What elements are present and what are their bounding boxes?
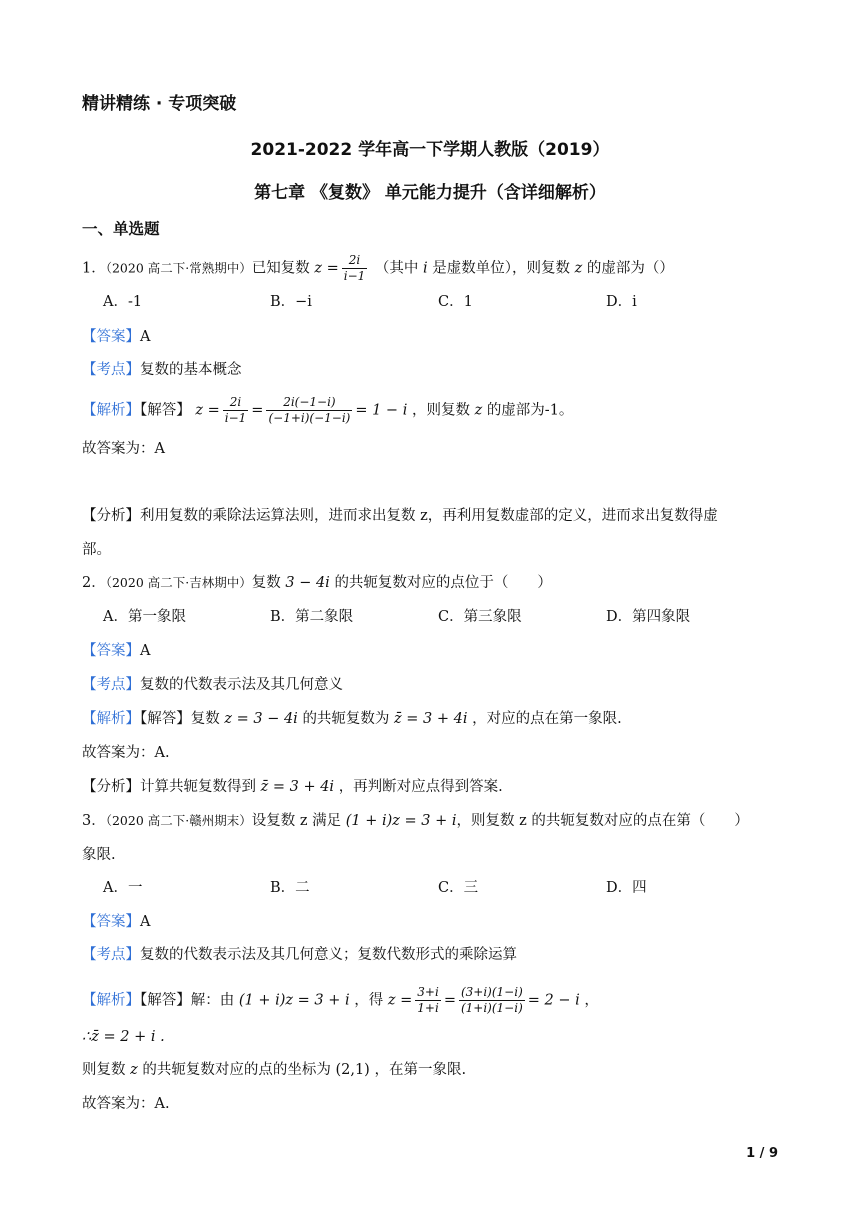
q1-sol-z2: z xyxy=(474,402,483,419)
q3-sol-frac1-num: 3+i xyxy=(417,985,439,999)
q3-sol-text: ，得 xyxy=(354,992,384,1009)
q2-sol-math2: z̄ = 3 + 4i xyxy=(394,711,468,727)
q3-math: (1 + i)z = 3 + i xyxy=(345,813,457,829)
answer-tag: 【答案】 xyxy=(82,914,140,930)
q3-coord-text2: 的共轭复数对应的点的坐标为 xyxy=(142,1062,331,1078)
q2-fenxi-text2: ，再判断对应点得到答案. xyxy=(338,779,503,795)
q2-option-d: D．第四象限 xyxy=(606,609,691,625)
q3-answer-value: A xyxy=(140,914,151,930)
q1-stem-text2: （其中 xyxy=(374,260,419,277)
kaodian-tag: 【考点】 xyxy=(82,947,140,963)
q2-conclusion: 故答案为：A. xyxy=(82,745,170,761)
answer-tag: 【答案】 xyxy=(82,643,140,659)
q3-option-b: B．二 xyxy=(270,880,310,896)
q1-option-b: B．−i xyxy=(270,294,312,310)
q3-coord-math: (2,1) xyxy=(335,1062,370,1078)
q1-solution xyxy=(82,396,573,425)
q3-option-a: A．一 xyxy=(103,880,143,896)
q1-sol-frac1-num: 2i xyxy=(223,396,249,411)
jiexi-tag: 【解析】 xyxy=(82,402,140,419)
q3-sol-frac2-num: (3+i)(1−i) xyxy=(460,985,523,999)
q1-sol-frac1-den: i−1 xyxy=(224,411,247,425)
q3-kaodian xyxy=(82,945,517,965)
q3-stem-text2: ，则复数 z 的共轭复数对应的点在第（ ） xyxy=(456,813,749,829)
q2-number: 2． xyxy=(82,575,106,591)
q3-conclusion: 故答案为：A. xyxy=(82,1096,170,1112)
q3-sol-frac2 xyxy=(459,986,525,1015)
q2-sol-text: 的共轭复数为 xyxy=(302,711,390,727)
q1-stem xyxy=(82,254,674,283)
q1-conclusion: 故答案为：A xyxy=(82,441,165,457)
jiexi-tag: 【解析】 xyxy=(82,992,140,1009)
q3-coord-text3: ，在第一象限. xyxy=(374,1062,467,1078)
q3-answer xyxy=(82,912,150,932)
q3-sol-result: = 2 − i xyxy=(527,992,580,1009)
q2-stem xyxy=(82,573,552,593)
q1-jieda-label: 【解答】 xyxy=(140,402,191,419)
q3-sol-z: z = xyxy=(387,992,413,1009)
q3-jieda-label: 【解答】解：由 xyxy=(140,992,235,1009)
q3-kaodian-text: 复数的代数表示法及其几何意义；复数代数形式的乘除运算 xyxy=(140,947,517,963)
q1-sol-eq: = xyxy=(251,402,264,419)
q3-sol-frac2-den: (1+i)(1−i) xyxy=(460,1001,523,1015)
q2-stem-text2: 的共轭复数对应的点位于（ ） xyxy=(334,575,552,591)
q1-sol-text2: 的虚部为-1。 xyxy=(486,402,574,419)
q1-stem-text3: 是虚数单位），则复数 xyxy=(432,260,571,277)
q1-sol-z: z = xyxy=(195,402,220,419)
q3-option-d: D．四 xyxy=(606,880,647,896)
q2-math: 3 − 4i xyxy=(285,575,330,591)
q1-sol-frac2-num: 2i(−1−i) xyxy=(266,396,352,411)
q1-sol-text: ，则复数 xyxy=(411,402,470,419)
q2-sol-text2: ，对应的点在第一象限. xyxy=(472,711,622,727)
q2-solution xyxy=(82,709,622,729)
q1-source: （2020 高二下·常熟期中） xyxy=(105,260,252,276)
q2-source: （2020 高二下·吉林期中） xyxy=(105,575,252,590)
q2-fenxi xyxy=(82,777,503,797)
q2-kaodian-text: 复数的代数表示法及其几何意义 xyxy=(140,677,343,693)
q1-number: 1． xyxy=(82,260,106,277)
q2-option-a: A．第一象限 xyxy=(103,609,186,625)
q1-math-z: z = xyxy=(314,260,339,277)
q1-sol-result: = 1 − i xyxy=(355,402,408,419)
q3-source: （2020 高二下·赣州期末） xyxy=(105,813,252,828)
doc-subtitle: 第七章 《复数》 单元能力提升（含详细解析） xyxy=(254,183,606,203)
q3-sol-frac1 xyxy=(415,986,441,1015)
q3-stem xyxy=(82,811,749,831)
q1-stem-text: 已知复数 xyxy=(251,260,310,277)
q1-option-d: D．i xyxy=(606,294,637,310)
q2-answer xyxy=(82,641,150,661)
q1-math-z2: z xyxy=(574,260,583,277)
doc-title: 2021-2022 学年高一下学期人教版（2019） xyxy=(250,140,610,160)
q1-math-i: i xyxy=(423,260,428,277)
q2-answer-value: A xyxy=(140,643,151,659)
q1-option-c: C．1 xyxy=(438,294,473,310)
q2-sol-math1: z = 3 − 4i xyxy=(224,711,298,727)
q2-fenxi-text: 计算共轭复数得到 xyxy=(140,779,256,795)
q3-stem-line2: 象限. xyxy=(82,847,116,863)
q1-frac-num: 2i xyxy=(342,254,368,269)
q3-sol-frac1-den: 1+i xyxy=(417,1001,439,1015)
q3-coordinate xyxy=(82,1060,466,1080)
q1-fenxi-text: 利用复数的乘除法运算法则，进而求出复数 z，再利用复数虚部的定义，进而求出复数得虚 xyxy=(140,508,718,524)
q1-fraction xyxy=(342,254,368,283)
q1-option-a: A．-1 xyxy=(103,294,143,310)
q1-answer xyxy=(82,327,150,347)
fenxi-tag: 【分析】 xyxy=(82,508,140,524)
q1-kaodian-text: 复数的基本概念 xyxy=(140,362,242,378)
q1-kaodian xyxy=(82,360,242,380)
q1-fenxi-line2: 部。 xyxy=(82,542,111,558)
q3-therefore: ∴z̄ = 2 + i . xyxy=(82,1029,165,1045)
fenxi-tag: 【分析】 xyxy=(82,779,140,795)
kaodian-tag: 【考点】 xyxy=(82,677,140,693)
q1-sol-frac2-den: (−1+i)(−1−i) xyxy=(268,411,351,425)
q3-stem-text: 设复数 z 满足 xyxy=(251,813,342,829)
q2-kaodian xyxy=(82,675,343,695)
q3-coord-z: z xyxy=(130,1062,138,1078)
series-heading: 精讲精练 · 专项突破 xyxy=(82,94,237,114)
q3-sol-math1: (1 + i)z = 3 + i xyxy=(238,992,350,1009)
q1-answer-value: A xyxy=(140,329,151,345)
q2-option-c: C．第三象限 xyxy=(438,609,522,625)
q3-option-c: C．三 xyxy=(438,880,479,896)
q2-jieda-label: 【解答】复数 xyxy=(140,711,220,727)
q1-stem-text4: 的虚部为（） xyxy=(586,260,674,277)
q2-fenxi-math: z̄ = 3 + 4i xyxy=(260,779,335,795)
q3-sol-eq: = xyxy=(443,992,456,1009)
q2-option-b: B．第二象限 xyxy=(270,609,354,625)
q3-coord-text: 则复数 xyxy=(82,1062,126,1078)
q2-stem-text: 复数 xyxy=(251,575,281,591)
section-heading: 一、单选题 xyxy=(82,220,160,238)
q3-solution: 【解析】【解答】解：由 (1 + i)z = 3 + i ，得 z = $\frac{3+i}{1+i}$ = $\frac{(3+i)(1-i)}{(1+i)(1-i)}$ = 2 − i ， xyxy=(82,985,599,1015)
q3-number: 3． xyxy=(82,813,106,829)
page-number: 1 / 9 xyxy=(746,1146,778,1161)
q1-frac-den: i−1 xyxy=(343,269,366,283)
q1-fenxi xyxy=(82,506,718,526)
q1-sol-frac2 xyxy=(266,396,352,425)
q1-sol-frac1 xyxy=(223,396,249,425)
answer-tag: 【答案】 xyxy=(82,329,140,345)
kaodian-tag: 【考点】 xyxy=(82,362,140,378)
jiexi-tag: 【解析】 xyxy=(82,711,140,727)
